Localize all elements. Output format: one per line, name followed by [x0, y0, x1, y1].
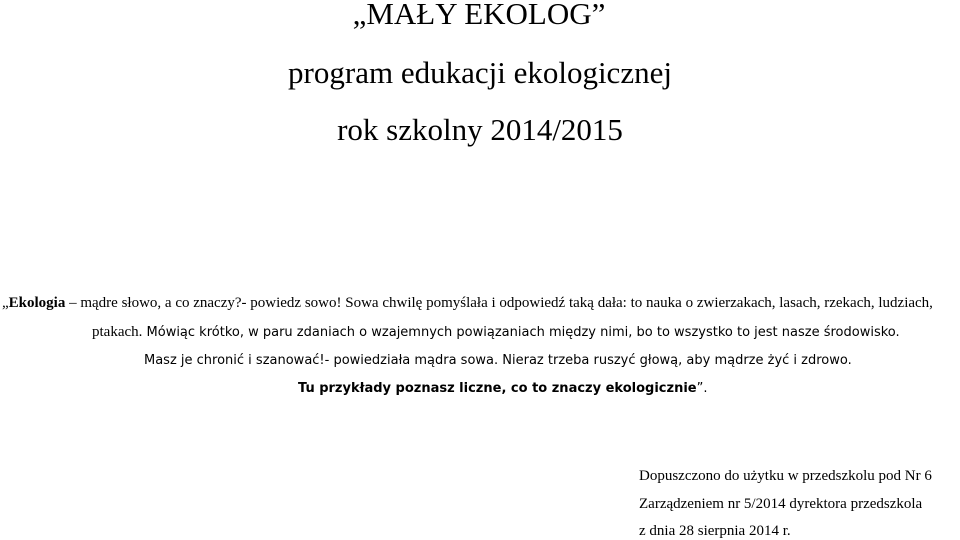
program-title: „MAŁY EKOLOG” — [352, 0, 606, 31]
program-subtitle: program edukacji ekologicznej — [288, 55, 672, 90]
opening-quote: „ — [2, 295, 9, 311]
intro-line-2-start: ptakach. — [92, 324, 143, 340]
approval-line-1: Dopuszczono do użytku w przedszkolu pod Nr 6 — [639, 468, 932, 484]
approval-line-3: z dnia 28 sierpnia 2014 r. — [639, 523, 791, 539]
intro-line-3: Masz je chronić i szanować!- powiedziała mądra sowa. Nieraz trzeba ruszyć głową, aby mądrze żyć i zdrowo. — [144, 353, 852, 368]
intro-line-4 — [298, 380, 707, 397]
approval-line-2: Zarządzeniem nr 5/2014 dyrektora przedszkola — [639, 496, 923, 512]
intro-line-1-text: – mądre słowo, a co znaczy?- powiedz sowo! Sowa chwilę pomyślała i odpowiedź taką dała: to nauka o zwierzakach, lasach, rzekach, ludziach, — [65, 295, 933, 311]
intro-line-1 — [2, 294, 933, 312]
closing-quote: ”. — [696, 381, 708, 396]
school-year: rok szkolny 2014/2015 — [337, 112, 623, 147]
intro-line-4-text: Tu przykłady poznasz liczne, co to znaczy ekologicznie — [298, 381, 697, 396]
intro-line-2-text: Mówiąc krótko, w paru zdaniach o wzajemnych powiązaniach między nimi, bo to wszystko to jest nasze środowisko. — [142, 325, 900, 340]
intro-line-2 — [92, 323, 900, 342]
lead-word: Ekologia — [8, 295, 66, 311]
